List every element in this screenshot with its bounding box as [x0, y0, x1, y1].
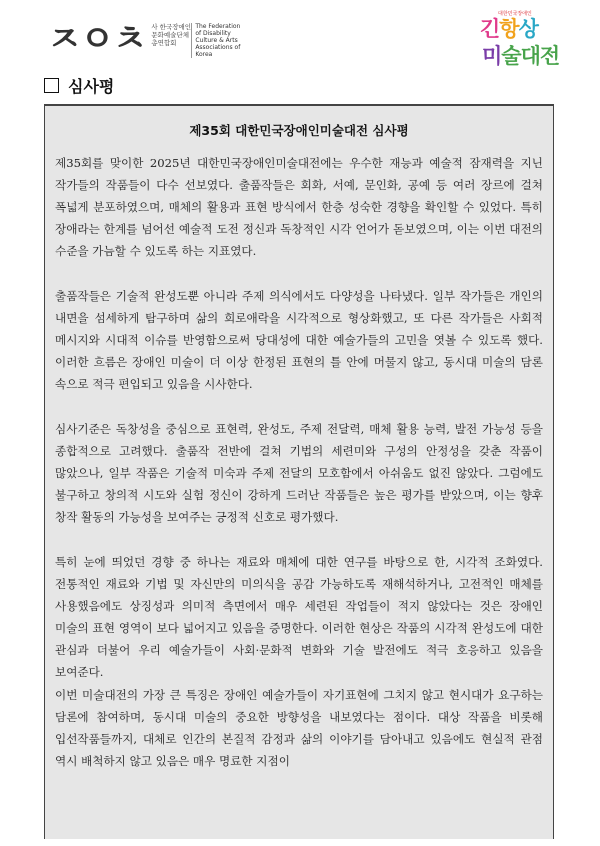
- checkbox-icon: [44, 78, 59, 93]
- page-header: [0, 0, 600, 70]
- section-title: 심사평: [68, 77, 115, 96]
- review-box: [44, 104, 554, 839]
- review-title: 제35회 대한민국장애인미술대전 심사평: [189, 123, 409, 138]
- section-heading: [44, 74, 114, 97]
- federation-logo: [47, 19, 247, 60]
- event-logo-small-text: 대한민국장애인: [498, 11, 532, 17]
- review-paragraph-1: 제35회를 맞이한 2025년 대한민국장애인미술대전에는 우수한 재능과 예술적 잠재력을 지닌 작가들의 작품들이 다수 선보였다. 출품작들은 회화, 서예, 문인화, 공예 등 여러 장르에 걸쳐 폭넓게 분포하였으며, 매체의 활용과 표현 방식에서 한층 성숙한 경향을 확인할 수 있었다. 특히 장애라는 한계를 넘어선 예술적 도전 정신과 독창적인 시각 언어가 돋보였으며, 이는 이번 대전의 수준을 가늠할 수 있도록 하는 지표였다.: [55, 156, 543, 259]
- review-paragraph-4: 특히 눈에 띄었던 경향 중 하나는 재료와 매체에 대한 연구를 바탕으로 한, 시각적 조화였다. 전통적인 재료와 기법 및 자신만의 미의식을 공감 가능하도록 재해석하거나, 고전적인 매체를 사용했음에도 상징성과 의미적 측면에서 매우 세련된 작업들이 적지 않았다는 것은 장애인 미술의 표현 영역이 보다 넓어지고 있음을 증명한다. 이러한 현상은 작품의 시각적 완성도에 대한 관심과 더불어 우리 예술가들이 사회·문화적 변화와 기술 발전에도 적극 호응하고 있음을 보여준다.: [55, 555, 543, 680]
- federation-logo-korean: 사 한국장애인 문화예술단체 총연합회: [151, 22, 192, 47]
- federation-logo-mark: ㅈㅇㅊ: [47, 19, 146, 60]
- review-paragraph-2: 출품작들은 기술적 완성도뿐 아니라 주제 의식에서도 다양성을 나타냈다. 일부 작가들은 개인의 내면을 섬세하게 탐구하며 삶의 희로애락을 시각적으로 형상화했고, 또 다른 작가들은 사회적 메시지와 시대적 이슈를 반영함으로써 당대성에 대한 예술가들의 고민을 엿볼 수 있도록 했다. 이러한 흐름은 장애인 미술이 더 이상 한정된 표현의 틀 안에 머물지 않고, 동시대 미술의 담론 속으로 적극 편입되고 있음을 시사한다.: [55, 289, 543, 392]
- review-paragraph-5: 이번 미술대전의 가장 큰 특징은 장애인 예술가들이 자기표현에 그치지 않고 현시대가 요구하는 담론에 참여하며, 동시대 미술의 중요한 방향성을 내보였다는 점이다. 대상 작품을 비롯해 입선작품들까지, 대체로 인간의 본질적 감정과 삶의 이야기를 담아내고 있음에도 현실적 관점 역시 배척하지 않고 있음은 매우 명료한 지점이: [55, 688, 543, 769]
- federation-logo-english: The Federation of Disability Culture & Arts Associations of Korea: [191, 23, 247, 58]
- review-paragraph-3: 심사기준은 독창성을 중심으로 표현력, 완성도, 주제 전달력, 매체 활용 능력, 발전 가능성 등을 종합적으로 고려했다. 출품작 전반에 걸쳐 기법의 세련미와 구성의 안정성을 갖춘 작품이 많았으나, 일부 작품은 기술적 미숙과 주제 전달의 모호함에서 아쉬움도 없진 않았다. 그럼에도 불구하고 창의적 시도와 실험 정신이 강하게 드러난 작품들은 높은 평가를 받았으며, 이는 향후 창작 활동의 가능성을 보여주는 긍정적 신호로 평가했다.: [55, 422, 543, 525]
- art-exhibition-logo: 대한민국장애인 긴항상 미술대전: [480, 11, 560, 68]
